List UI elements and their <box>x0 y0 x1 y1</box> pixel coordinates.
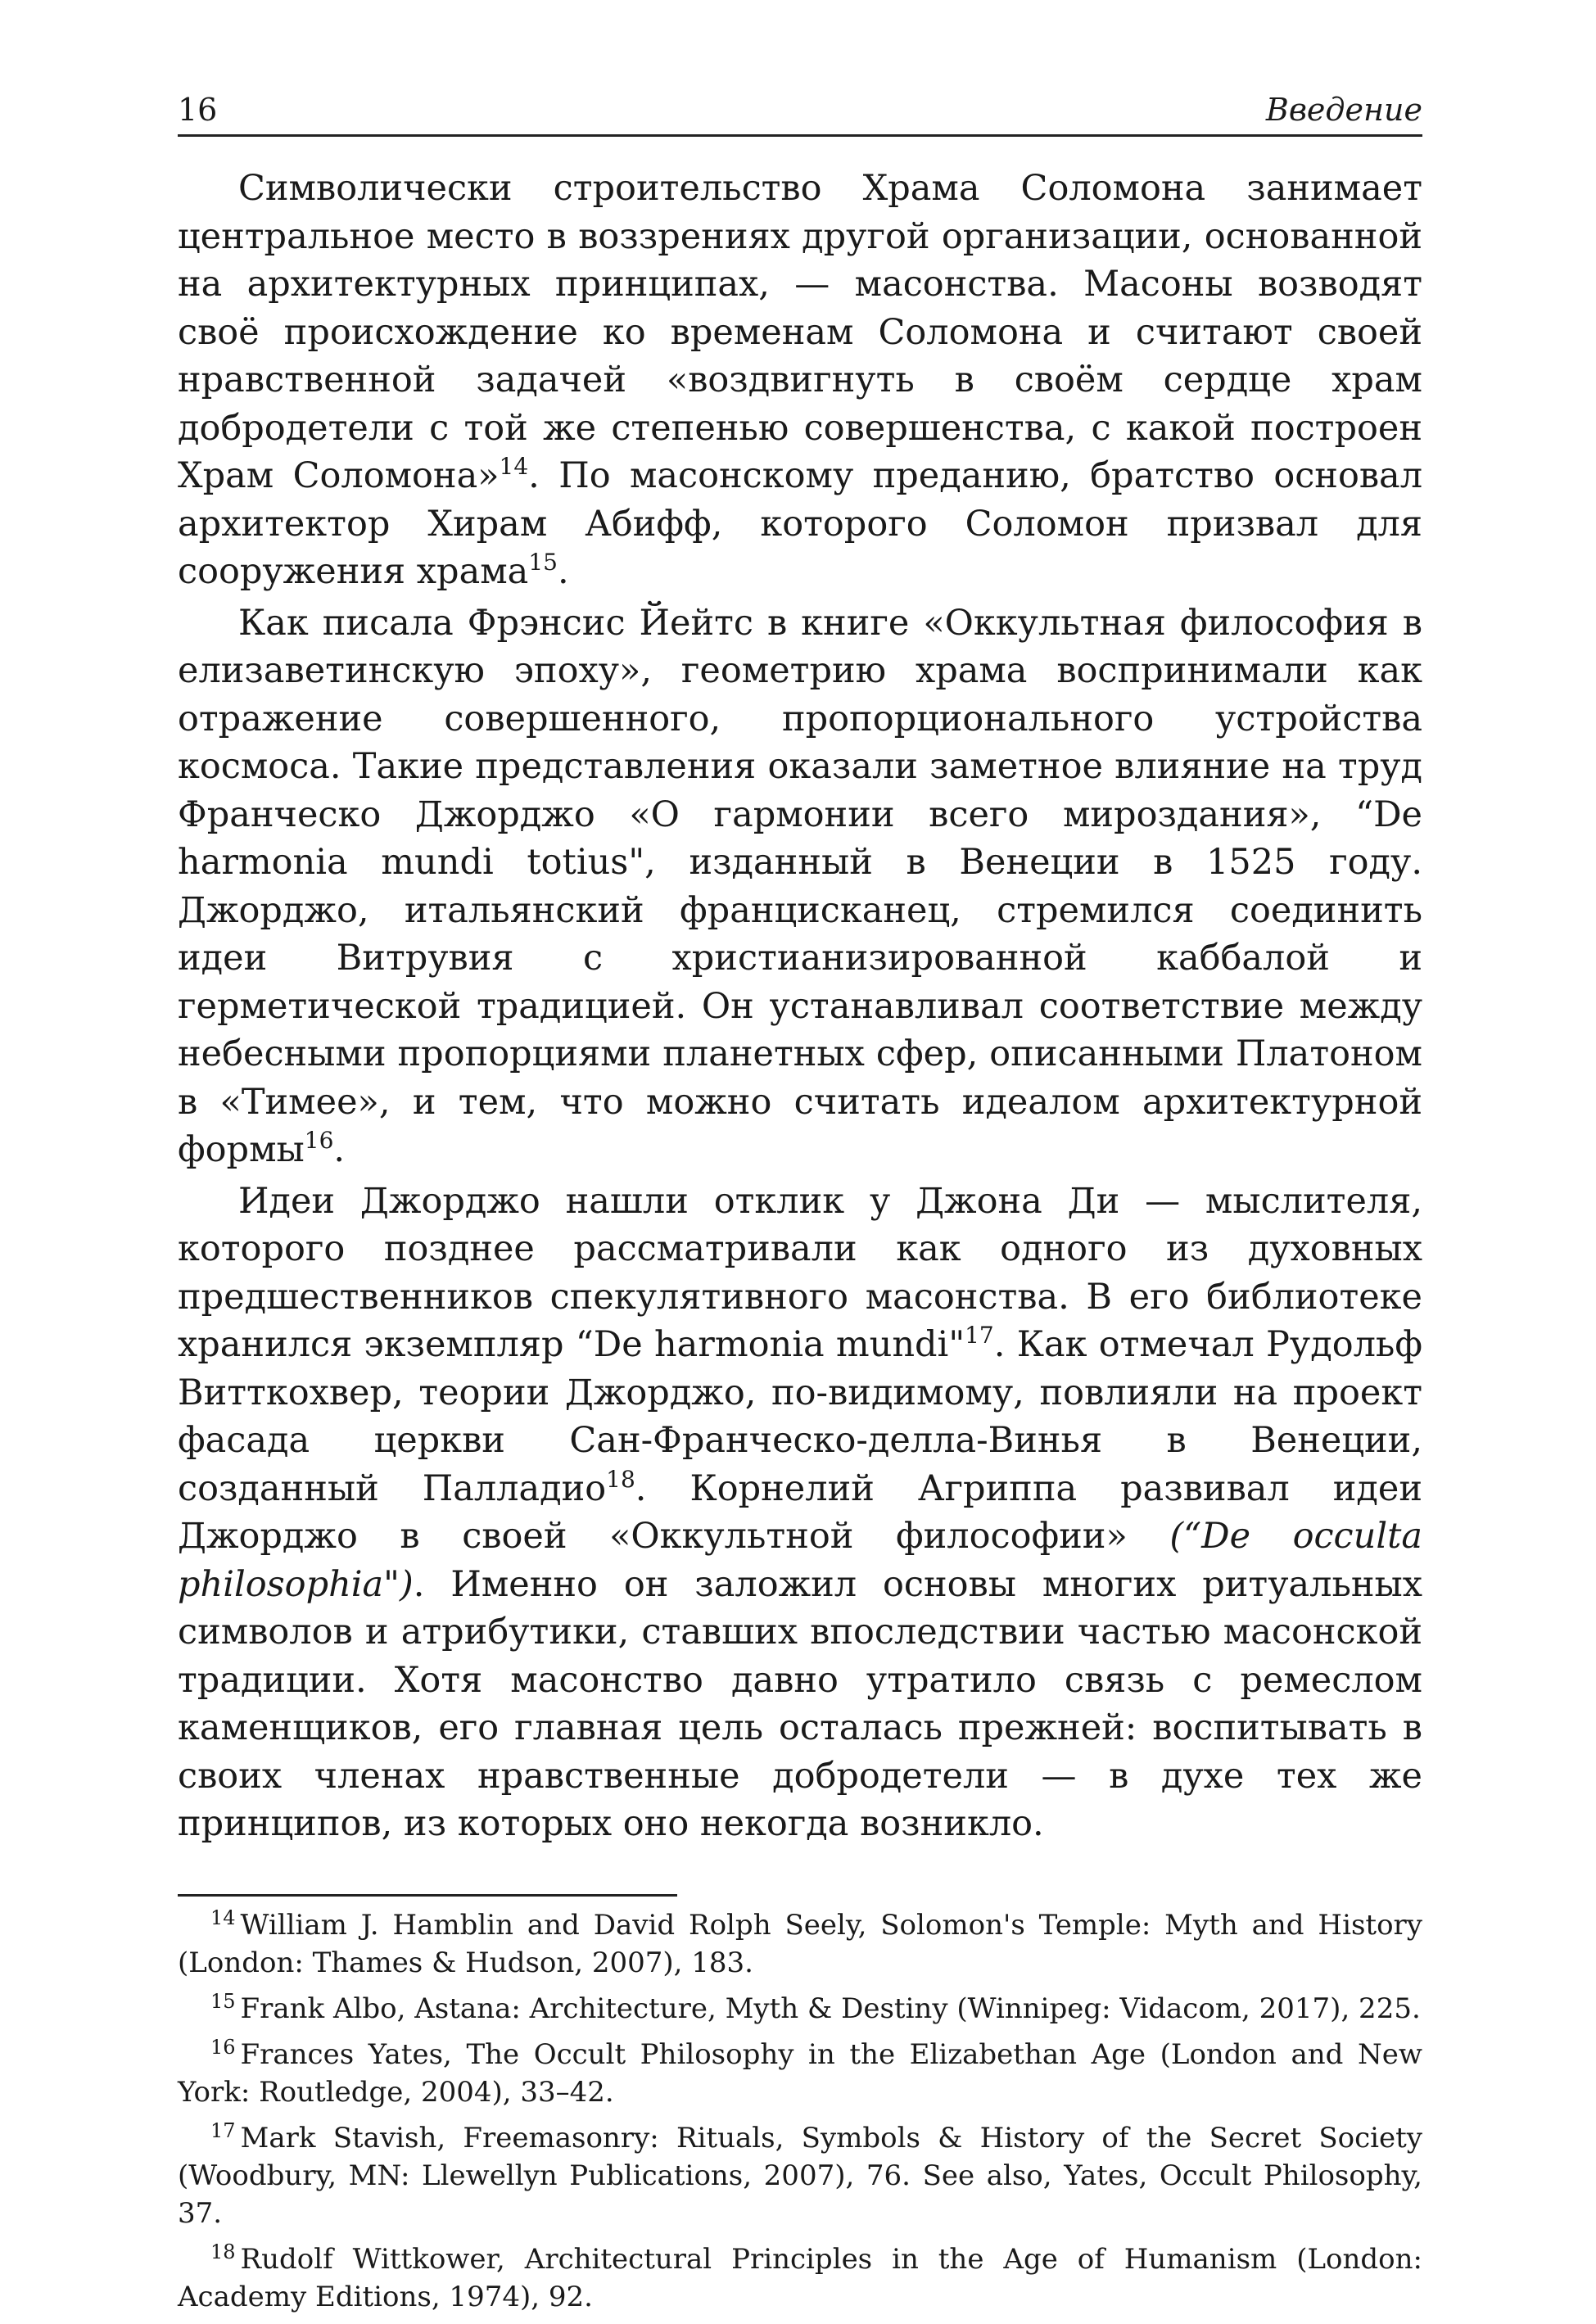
footnote <box>178 1990 1422 2028</box>
footnote-number: 14 <box>210 1906 236 1929</box>
footnote-ref[interactable]: 14 <box>499 453 529 480</box>
footnote-text: Rudolf Wittkower, Architectural Principles in the Age of Humanism (London: Academy Editions, 1974), 92. <box>178 2242 1422 2313</box>
footnote-ref[interactable]: 17 <box>965 1322 994 1349</box>
footnote-ref[interactable]: 16 <box>304 1127 334 1154</box>
paragraph: Символически строительство Храма Соломона занимает центральное место в воззрениях другой организации, основанной на архитектурных принципах, — масонства. Масоны возводят своё происхождение ко временам Соломона и считают своей нравственной задачей «воздвигнуть в своём сердце храм добродетели с той же степенью совершенства, с какой построен Храм Соломона»$^{14}$. По масонскому преданию, братство основал архитектор Хирам Абифф, которого Соломон призвал для сооружения храма$^{15}$. <box>178 168 1423 592</box>
footnote-ref[interactable]: 15 <box>528 549 558 576</box>
body-text <box>178 165 1422 1848</box>
latin-title: (“De occulta philosophia") <box>178 1516 1422 1605</box>
footnote-ref[interactable]: 18 <box>606 1465 635 1493</box>
footnote <box>178 2036 1422 2111</box>
footnote-text: Mark Stavish, Freemasonry: Rituals, Symbols & History of the Secret Society (Woodbury, MN: Llewellyn Publications, 2007), 76. See also, Yates, Occult Philosophy, 37. <box>178 2121 1422 2230</box>
paragraph: Идеи Джорджо нашли отклик у Джона Ди — мыслителя, которого позднее рассматривали как одного из духовных предшественников спекулятивного масонства. В его библиотеке хранился экземпляр “De harmonia mundi"$^{17}$. Как отмечал Рудольф Витткохвер, теории Джорджо, по-видимому, повлияли на проект фасада церкви Сан-Франческо-делла-Винья в Венеции, созданный Палладио$^{18}$. Корнелий Агриппа развивал идеи Джорджо в своей «Оккультной философии» (“De occulta philosophia"). Именно он заложил основы многих ритуальных символов и атрибутики, ставших впоследствии частью масонской традиции. Хотя масонство давно утратило связь с ремеслом каменщиков, его главная цель осталась прежней: воспитывать в своих членах нравственные добродетели — в духе тех же принципов, из которых оно некогда возникло. <box>178 1180 1422 1844</box>
footnotes <box>178 1906 1422 2316</box>
footnote-number: 17 <box>210 2118 236 2142</box>
footnote-text: Frank Albo, Astana: Architecture, Myth & Destiny (Winnipeg: Vidacom, 2017), 225. <box>240 1992 1421 2025</box>
footnote <box>178 1906 1422 1982</box>
footnote-number: 16 <box>210 2035 236 2059</box>
footnote-number: 18 <box>210 2240 236 2263</box>
section-title: Введение <box>1265 92 1422 128</box>
book-page <box>178 88 1422 2324</box>
footnote <box>178 2119 1422 2232</box>
footnote <box>178 2240 1422 2316</box>
page-number: 16 <box>178 92 218 128</box>
footnote-text: William J. Hamblin and David Rolph Seely, Solomon's Temple: Myth and History (London: Thames & Hudson, 2007), 183. <box>178 1908 1422 1979</box>
paragraph: Как писала Фрэнсис Йейтс в книге «Оккультная философия в елизаветинскую эпоху», геометрию храма воспринимали как отражение совершенного, пропорционального устройства космоса. Такие представления оказали заметное влияние на труд Франческо Джорджо «О гармонии всего мироздания», “De harmonia mundi totius", изданный в Венеции в 1525 году. Джорджо, итальянский францисканец, стремился соединить идеи Витрувия с христианизированной каббалой и герметической традицией. Он устанавливал соответствие между небесными пропорциями планетных сфер, описанными Платоном в «Тимее», и тем, что можно считать идеалом архитектурной формы$^{16}$. <box>178 602 1422 1170</box>
running-head <box>178 88 1422 137</box>
footnote-divider <box>178 1894 677 1897</box>
footnote-number: 15 <box>210 1989 236 2013</box>
footnote-text: Frances Yates, The Occult Philosophy in the Elizabethan Age (London and New York: Routledge, 2004), 33–42. <box>178 2037 1422 2109</box>
